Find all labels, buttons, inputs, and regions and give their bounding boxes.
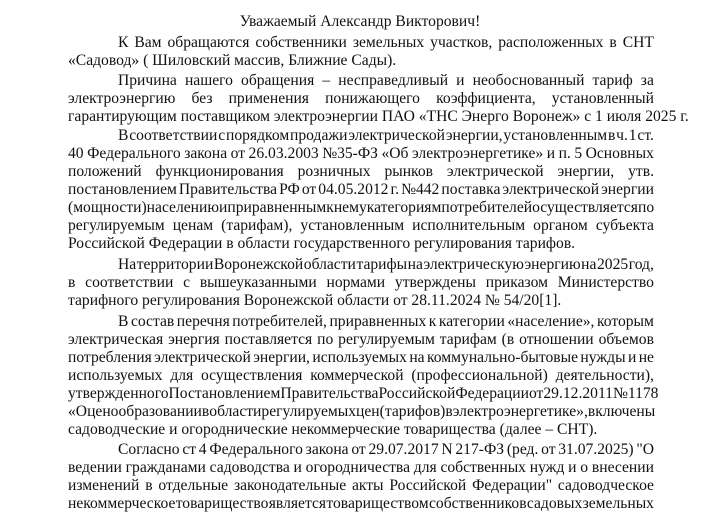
line-word: вышеуказанными	[199, 274, 317, 291]
line-word: цен	[356, 403, 380, 420]
line-word: территории	[136, 256, 214, 273]
line-word: 2025	[596, 256, 629, 273]
line-word: садоводства	[209, 459, 290, 476]
paragraph-line: садоводческие и огороднические некоммерческие товарищества (далее – СНТ).	[68, 421, 598, 438]
line-word: регулируемых	[261, 403, 357, 420]
line-word: садоводческое	[557, 477, 654, 494]
paragraph-line	[68, 145, 654, 163]
line-word: рынков	[384, 163, 434, 180]
line-word: в	[145, 477, 153, 494]
line-word: Федерации	[455, 385, 529, 402]
line-word: внесении	[591, 459, 654, 476]
line-word: 29.07.2017	[368, 441, 439, 458]
line-word: соответствии	[85, 274, 174, 291]
line-word: ведении	[68, 459, 122, 476]
line-word: электроэнергию	[68, 90, 176, 107]
line-word: собственники	[255, 34, 347, 51]
paragraph-line	[68, 90, 654, 108]
paragraph-line	[68, 199, 654, 217]
line-word: обращения	[241, 72, 315, 89]
line-word: собственников	[429, 495, 527, 512]
line-word: энергия	[168, 331, 220, 348]
line-word: в	[68, 274, 76, 291]
line-word: Основных	[585, 145, 654, 162]
line-word: без	[191, 90, 213, 107]
line-word: N	[441, 441, 453, 458]
line-word: Причина	[118, 72, 177, 89]
line-word: и	[219, 199, 228, 216]
line-word: и	[546, 145, 556, 162]
line-word: за	[640, 72, 654, 89]
line-word: РФ	[279, 181, 300, 198]
line-word: собственных	[440, 459, 526, 476]
line-word: от	[351, 441, 366, 458]
line-word: энергию	[524, 256, 581, 273]
line-word: не	[638, 349, 654, 366]
line-word: СНТ	[622, 34, 654, 51]
line-word: На	[118, 256, 137, 273]
line-word: на	[407, 256, 423, 273]
line-word: ч.	[616, 127, 628, 144]
line-word: области	[209, 403, 262, 420]
line-word: нужды	[580, 349, 626, 366]
line-word: (тарифам),	[221, 217, 293, 234]
line-word: земельных	[352, 34, 425, 51]
line-word: от	[301, 181, 317, 198]
paragraph-line	[68, 181, 654, 199]
paragraph-line	[118, 441, 654, 459]
line-word: осуществляется	[532, 199, 638, 216]
line-word: 31.07.2025)	[558, 441, 634, 458]
paragraph-line	[68, 367, 654, 385]
line-word: состав	[130, 313, 175, 330]
line-word: Федерального	[209, 441, 303, 458]
line-word: 5	[574, 145, 583, 162]
line-word: коэффициента,	[436, 90, 536, 107]
line-word: огородничества	[305, 459, 411, 476]
line-word: ст.	[637, 127, 654, 144]
line-word: (в	[501, 331, 515, 348]
line-word: нормами	[326, 274, 386, 291]
line-word: Постановлением	[168, 385, 281, 402]
line-word: коммунально-бытовые	[427, 349, 579, 366]
paragraph-line	[118, 72, 654, 90]
line-word: по	[317, 331, 334, 348]
line-word: порядком	[225, 127, 290, 144]
line-word: энергии,	[253, 349, 310, 366]
line-word: расположенных	[498, 34, 604, 51]
line-word: Воронежской	[213, 256, 304, 273]
line-word: перечня	[176, 313, 230, 330]
line-word: функционирования	[155, 163, 284, 180]
line-word: на	[581, 256, 597, 273]
paragraph-line: тарифного регулирования Воронежской области от 28.11.2024 № 54/20[1].	[68, 292, 562, 309]
line-word: 1	[628, 127, 637, 144]
line-word: используемых	[68, 367, 163, 384]
line-word: ст	[182, 441, 197, 458]
line-word: от	[230, 145, 246, 162]
line-word: нужд	[529, 459, 565, 476]
line-word: 1178	[627, 385, 659, 402]
line-word: исполнительным	[412, 217, 526, 234]
line-word: с	[218, 127, 226, 144]
line-word: В	[118, 127, 129, 144]
line-word: (ред.	[506, 441, 539, 458]
line-word: земельных	[582, 495, 654, 512]
line-word: поставляется	[224, 331, 313, 348]
line-word: коммерческой	[310, 367, 404, 384]
line-word: продажи	[290, 127, 348, 144]
line-word: тарифам	[439, 331, 497, 348]
paragraph-line	[68, 403, 654, 421]
line-word: 26.03.2003	[248, 145, 319, 162]
line-word: В	[118, 313, 129, 330]
line-word: изменений	[68, 477, 140, 494]
paragraph-line	[68, 385, 659, 403]
line-word: электрическую	[423, 256, 524, 273]
paragraph-line: «Садовод» ( Шиловский массив, Ближние Сады).	[68, 52, 397, 69]
line-word: для	[170, 367, 194, 384]
line-word: Согласно	[118, 441, 180, 458]
line-word: 40	[68, 145, 84, 162]
line-word: установленным	[300, 217, 405, 234]
line-word: субъекта	[595, 217, 654, 234]
line-word: для	[413, 459, 437, 476]
line-word: включены	[587, 403, 656, 420]
line-word: утв.	[628, 163, 654, 180]
line-word: товариществом	[326, 495, 429, 512]
line-word: от	[528, 385, 544, 402]
line-word: электрической	[502, 181, 600, 198]
line-word: и	[627, 349, 637, 366]
line-word: является	[268, 495, 327, 512]
line-word: 04.05.2012	[318, 181, 389, 198]
line-word: которым	[596, 313, 654, 330]
line-word: органом	[533, 217, 588, 234]
line-word: 29.12.2011	[543, 385, 613, 402]
line-word: на	[409, 349, 425, 366]
document-greeting: Уважаемый Александр Викторович!	[239, 13, 481, 30]
line-word: энергии,	[445, 127, 503, 144]
paragraph-line: Российской Федерации в области государственного регулирования тарифов.	[68, 235, 576, 252]
line-word: Правительства	[178, 181, 278, 198]
line-word: ценам	[172, 217, 214, 234]
line-word: электроэнергетике»	[412, 145, 544, 162]
line-word: категории	[438, 313, 505, 330]
line-word: установленный	[551, 90, 654, 107]
line-word: приравненных	[329, 313, 427, 330]
paragraph-line	[118, 34, 654, 52]
line-word: потребления	[68, 349, 152, 366]
line-word: закона	[184, 145, 228, 162]
line-word: по	[637, 199, 655, 216]
line-word: товарищество	[175, 495, 269, 512]
line-word: Российской	[378, 385, 456, 402]
line-word: нашего	[184, 72, 233, 89]
line-word: отдельные	[158, 477, 229, 494]
line-word: г.	[390, 181, 400, 198]
paragraph-line	[68, 274, 654, 292]
line-word: участков,	[430, 34, 493, 51]
line-word: нему	[333, 199, 367, 216]
line-word: осуществления	[200, 367, 303, 384]
line-word: от	[541, 441, 556, 458]
line-word: положений	[68, 163, 142, 180]
line-word: Правительства	[280, 385, 379, 402]
line-word: области	[303, 256, 356, 273]
line-word: поставка	[441, 181, 501, 198]
line-word: тарифы	[356, 256, 408, 273]
line-word: и	[456, 72, 465, 89]
line-word: энергии,	[557, 163, 615, 180]
line-word: (тарифов)	[379, 403, 446, 420]
line-word: утвержденного	[68, 385, 169, 402]
line-word: акты	[351, 477, 384, 494]
line-word: Российской	[389, 477, 467, 494]
paragraph-line	[118, 313, 654, 331]
line-word: в	[201, 403, 210, 420]
line-word: приравненным	[227, 199, 327, 216]
line-word: электроэнергетике»,	[452, 403, 588, 420]
line-word: «население»,	[507, 313, 595, 330]
line-word: с	[183, 274, 191, 291]
line-word: регулируемым	[338, 331, 435, 348]
line-word: п.	[558, 145, 571, 162]
line-word: регулируемым	[68, 217, 165, 234]
line-word: к	[428, 313, 437, 330]
line-word: населению	[146, 199, 220, 216]
line-word: Министерство	[557, 274, 654, 291]
line-word: №35-ФЗ	[322, 145, 378, 162]
line-word: садовых	[526, 495, 583, 512]
line-word: –	[322, 72, 331, 89]
line-word: Федерального	[87, 145, 181, 162]
paragraph-line	[68, 495, 654, 513]
line-word: деятельности),	[555, 367, 654, 384]
line-word: о	[580, 459, 589, 476]
line-word: «О	[68, 403, 88, 420]
line-word: год,	[628, 256, 654, 273]
paragraph-line: гарантирующим поставщиком электроэнергии ПАО «ТНС Энерго Воронеж» с 1 июля 2025 г.	[68, 108, 689, 125]
line-word: в	[609, 34, 617, 51]
line-word: электрической	[348, 127, 445, 144]
line-word: энергии	[601, 181, 654, 198]
line-word: необоснованный	[472, 72, 585, 89]
line-word: 217-ФЗ	[455, 441, 505, 458]
paragraph-line	[118, 256, 654, 274]
line-word: обращаются	[167, 34, 250, 51]
line-word: (профессиональной)	[411, 367, 548, 384]
line-word: отношении	[519, 331, 594, 348]
line-word: соответствии	[129, 127, 218, 144]
line-word: "О	[636, 441, 654, 458]
line-word: электрической	[446, 163, 544, 180]
line-word: (мощности)	[68, 199, 147, 216]
line-word: и	[568, 459, 577, 476]
line-word: закона	[305, 441, 349, 458]
line-word: постановлением	[68, 181, 177, 198]
paragraph-line	[68, 331, 654, 349]
paragraph-line	[68, 349, 654, 367]
line-word: №442	[401, 181, 440, 198]
line-word: ценообразовании	[87, 403, 202, 420]
line-word: объемов	[598, 331, 654, 348]
paragraph-line	[68, 459, 654, 477]
line-word: гражданами	[125, 459, 206, 476]
line-word: 4	[198, 441, 207, 458]
line-word: и	[293, 459, 302, 476]
paragraph-line	[68, 163, 654, 181]
line-word: законодательные	[233, 477, 347, 494]
line-word: установленным	[503, 127, 608, 144]
line-word: №	[612, 385, 628, 402]
line-word: «Об	[381, 145, 409, 162]
line-word: электрической	[154, 349, 251, 366]
line-word: некоммерческое	[68, 495, 176, 512]
line-word: электрическая	[68, 331, 164, 348]
line-word: используемых	[312, 349, 407, 366]
line-word: в	[607, 127, 616, 144]
line-word: Вам	[134, 34, 162, 51]
line-word: категориям	[366, 199, 442, 216]
line-word: Федерации"	[472, 477, 553, 494]
paragraph-line	[68, 477, 654, 495]
line-word: несправедливый	[338, 72, 449, 89]
paragraph-line	[68, 217, 654, 235]
line-word: приказом	[485, 274, 548, 291]
paragraph-line	[118, 127, 654, 145]
line-word: розничных	[297, 163, 371, 180]
line-word: понижающего	[325, 90, 420, 107]
line-word: тариф	[592, 72, 633, 89]
line-word: в	[445, 403, 453, 420]
line-word: утверждены	[394, 274, 476, 291]
line-word: потребителей,	[232, 313, 327, 330]
line-word: к	[326, 199, 334, 216]
line-word: применения	[228, 90, 309, 107]
line-word: К	[118, 34, 129, 51]
line-word: потребителей	[441, 199, 533, 216]
